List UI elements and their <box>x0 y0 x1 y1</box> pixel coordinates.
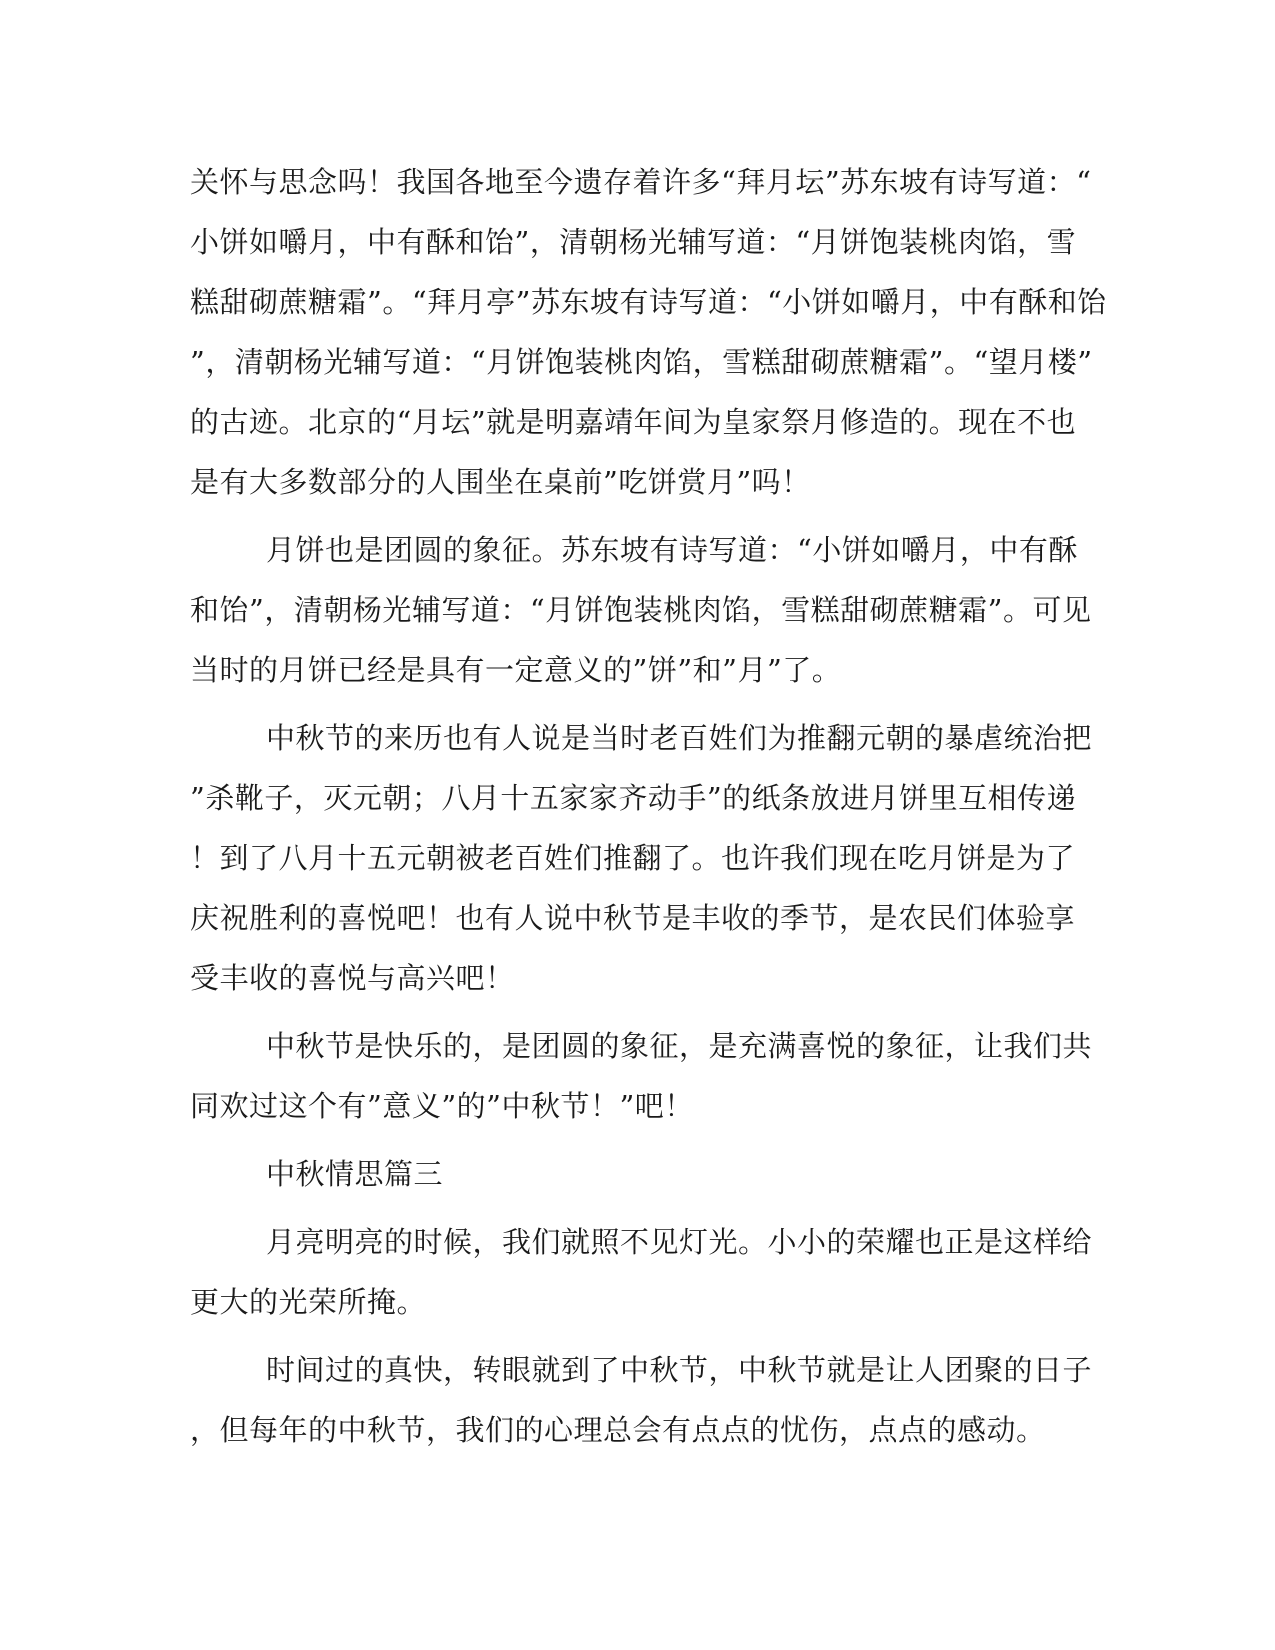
text-line: 关怀与思念吗！我国各地至今遗存着许多“拜月坛”苏东坡有诗写道：“ <box>190 165 1092 199</box>
text-line: 庆祝胜利的喜悦吧！也有人说中秋节是丰收的季节，是农民们体验享 <box>190 901 1076 935</box>
paragraph-first-line: 中秋节的来历也有人说是当时老百姓们为推翻元朝的暴虐统治把 <box>266 721 1093 755</box>
text-line: ”，清朝杨光辅写道：“月饼饱装桃肉馅，雪糕甜砌蔗糖霜”。“望月楼” <box>190 345 1093 379</box>
paragraph-first-line: 月亮明亮的时候，我们就照不见灯光。小小的荣耀也正是这样给 <box>266 1225 1093 1259</box>
paragraph-first-line: 月饼也是团圆的象征。苏东坡有诗写道：“小饼如嚼月，中有酥 <box>266 533 1078 567</box>
paragraph-first-line: 中秋节是快乐的，是团圆的象征，是充满喜悦的象征，让我们共 <box>266 1029 1093 1063</box>
text-line: ！到了八月十五元朝被老百姓们推翻了。也许我们现在吃月饼是为了 <box>190 841 1076 875</box>
text-line: 更大的光荣所掩。 <box>190 1285 427 1319</box>
section-heading: 中秋情思篇三 <box>266 1157 444 1191</box>
text-line: 小饼如嚼月，中有酥和饴”，清朝杨光辅写道：“月饼饱装桃肉馅，雪 <box>190 225 1077 259</box>
text-line: ，但每年的中秋节，我们的心理总会有点点的忧伤，点点的感动。 <box>190 1413 1046 1447</box>
text-line: 是有大多数部分的人围坐在桌前”吃饼赏月”吗！ <box>190 465 811 499</box>
text-line: 的古迹。北京的“月坛”就是明嘉靖年间为皇家祭月修造的。现在不也 <box>190 405 1077 439</box>
text-line: 受丰收的喜悦与高兴吧！ <box>190 961 515 995</box>
text-line: ”杀靴子，灭元朝；八月十五家家齐动手”的纸条放进月饼里互相传递 <box>190 781 1077 815</box>
paragraph-first-line: 时间过的真快，转眼就到了中秋节，中秋节就是让人团聚的日子 <box>266 1353 1093 1387</box>
text-line: 当时的月饼已经是具有一定意义的”饼”和”月”了。 <box>190 653 842 687</box>
text-line: 糕甜砌蔗糖霜”。“拜月亭”苏东坡有诗写道：“小饼如嚼月，中有酥和饴 <box>190 285 1107 319</box>
text-line: 同欢过这个有”意义”的”中秋节！”吧！ <box>190 1089 694 1123</box>
text-line: 和饴”，清朝杨光辅写道：“月饼饱装桃肉馅，雪糕甜砌蔗糖霜”。可见 <box>190 593 1092 627</box>
